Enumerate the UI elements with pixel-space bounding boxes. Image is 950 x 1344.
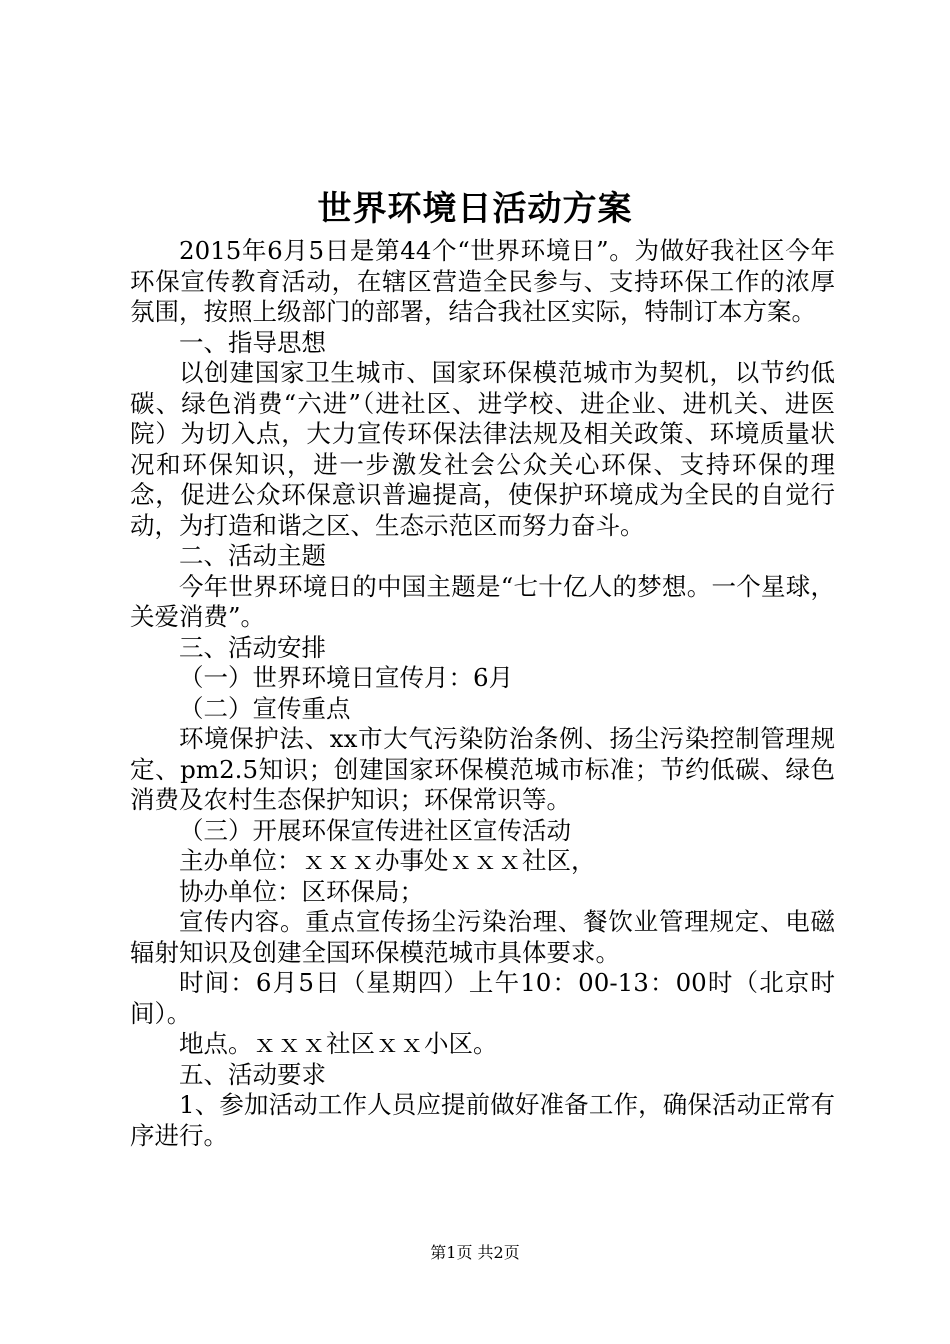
location-line: 地点。ｘｘｘ社区ｘｘ小区。 [179,1029,498,1058]
organizer-line: 主办单位：ｘｘｘ办事处ｘｘｘ社区， [179,846,596,875]
guiding-ideology-paragraph: 以创建国家卫生城市、国家环保模范城市为契机，以节约低碳、绿色消费“六进”（进社区、进学校、进企业、进机关、进医院）为切入点，大力宣传环保法律法规及相关政策、环境质量状况和环保知识，进一步激发社会公众关心环保、支持环保的理念，促进公众环保意识普遍提高，使保护环境成为全民的自觉行动，为打造和谐之区、生态示范区而努力奋斗。 [130,358,835,540]
section-heading-activity-theme: 二、活动主题 [179,541,326,570]
activity-theme-paragraph: 今年世界环境日的中国主题是“七十亿人的梦想。一个星球，关爱消费”。 [130,571,835,631]
section-heading-guiding-ideology: 一、指导思想 [179,327,326,357]
subsection-community-campaign: （三）开展环保宣传进社区宣传活动 [179,815,571,845]
co-organizer-line: 协办单位：区环保局； [179,876,424,906]
subsection-publicity-month: （一）世界环境日宣传月：6月 [179,663,514,692]
page-number-footer: 第1页 共2页 [430,1243,520,1262]
section-heading-activity-arrangement: 三、活动安排 [179,632,326,662]
section-heading-activity-requirements: 五、活动要求 [179,1059,326,1089]
document-body [130,236,835,1151]
document-title: 世界环境日活动方案 [317,189,633,229]
intro-paragraph: 2015年6月5日是第44个“世界环境日”。为做好我社区今年环保宣传教育活动，在辖区营造全民参与、支持环保工作的浓厚氛围，按照上级部门的部署，结合我社区实际，特制订本方案。 [130,236,835,326]
publicity-focus-paragraph: 环境保护法、xx市大气污染防治条例、扬尘污染控制管理规定、pm2.5知识；创建国家环保模范城市标准；节约低碳、绿色消费及农村生态保护知识；环保常识等。 [130,724,835,814]
publicity-content-paragraph: 宣传内容。重点宣传扬尘污染治理、餐饮业管理规定、电磁辐射知识及创建全国环保模范城市具体要求。 [130,907,835,967]
time-paragraph: 时间：6月5日（星期四）上午10：00-13：00时（北京时间）。 [130,968,835,1028]
requirement-item-1: 1、参加活动工作人员应提前做好准备工作，确保活动正常有序进行。 [130,1090,835,1150]
subsection-publicity-focus: （二）宣传重点 [179,693,351,723]
